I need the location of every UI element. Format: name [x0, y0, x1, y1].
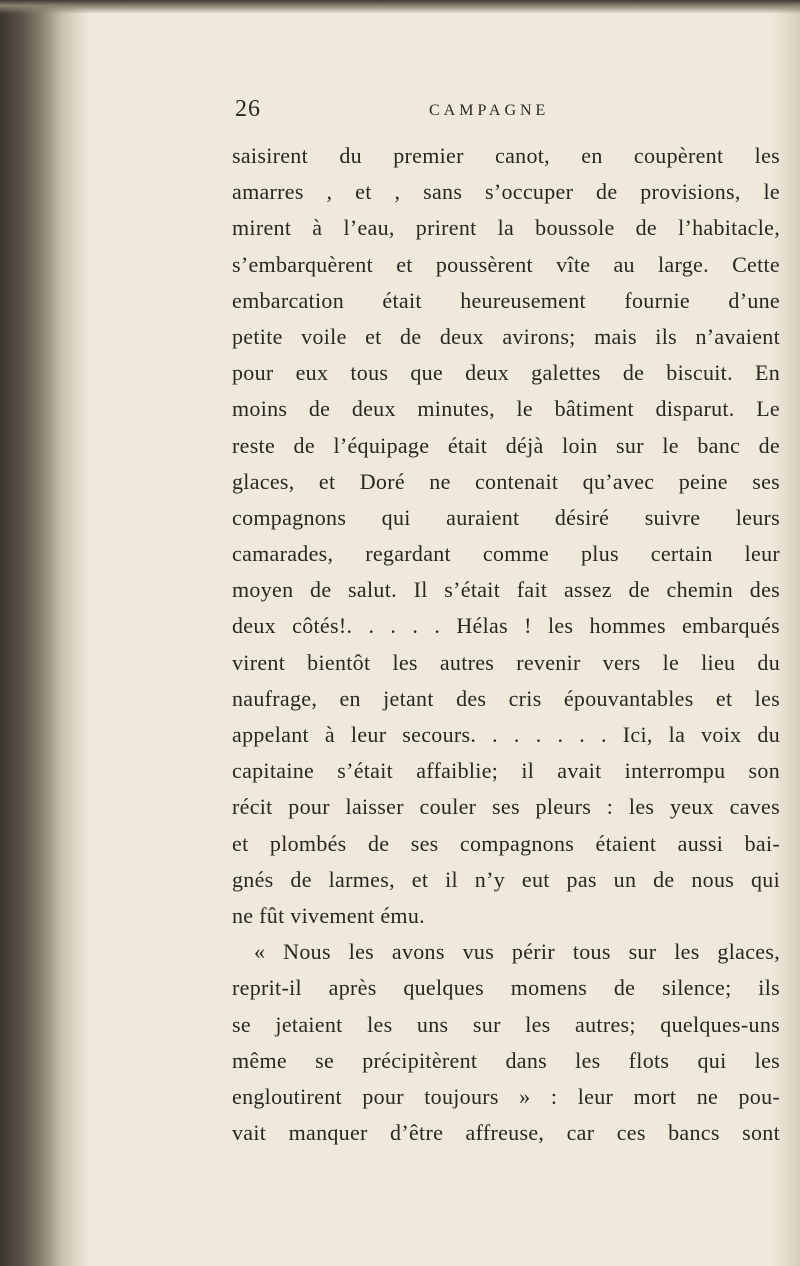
text-line: compagnons qui auraient désiré suivre leurs — [232, 504, 780, 530]
book-binding-shadow — [0, 0, 62, 1266]
text-line: appelant à leur secours. . . . . . . Ici, la voix du — [232, 722, 780, 747]
page-header — [235, 96, 795, 136]
text-line: camarades, regardant comme plus certain leur — [232, 541, 780, 567]
text-line: deux côtés!. . . . . Hélas ! les hommes embarqués — [232, 613, 780, 639]
text-line: s’embarquèrent et poussèrent vîte au large. Cette — [232, 251, 780, 277]
text-line: même se précipitèrent dans les flots qui les — [232, 1047, 780, 1073]
text-line: petite voile et de deux avirons; mais ils n’avaient — [232, 323, 780, 349]
text-line: mirent à l’eau, prirent la boussole de l’habitacle, — [232, 215, 780, 241]
text-line: glaces, et Doré ne contenait qu’avec peine ses — [232, 468, 780, 494]
body-text — [232, 138, 780, 1151]
text-line: pour eux tous que deux galettes de biscuit. En — [232, 360, 780, 386]
text-line: reste de l’équipage était déjà loin sur le banc de — [232, 432, 780, 458]
text-line: naufrage, en jetant des cris épouvantables et les — [232, 685, 780, 711]
text-line: virent bientôt les autres revenir vers le lieu du — [232, 649, 780, 675]
text-line: moyen de salut. Il s’était fait assez de chemin des — [232, 577, 780, 603]
text-line: vait manquer d’être affreuse, car ces bancs sont — [232, 1120, 780, 1146]
text-line: se jetaient les uns sur les autres; quelques-uns — [232, 1011, 780, 1037]
text-line: ne fût vivement ému. — [232, 902, 425, 928]
text-line: reprit-il après quelques momens de silence; ils — [232, 975, 780, 1001]
text-line: récit pour laisser couler ses pleurs : les yeux caves — [232, 794, 780, 820]
text-line: moins de deux minutes, le bâtiment disparut. Le — [232, 396, 780, 422]
text-line: et plombés de ses compagnons étaient aussi bai- — [232, 830, 780, 856]
text-line: « Nous les avons vus périr tous sur les glaces, — [254, 939, 780, 965]
text-line: amarres , et , sans s’occuper de provisions, le — [232, 179, 780, 205]
text-line: capitaine s’était affaiblie; il avait interrompu son — [232, 758, 780, 784]
text-line: saisirent du premier canot, en coupèrent les — [232, 143, 780, 168]
gutter-shadow — [62, 0, 90, 1266]
text-line: embarcation était heureusement fournie d’une — [232, 287, 780, 313]
text-line: gnés de larmes, et il n’y eut pas un de nous qui — [232, 866, 780, 892]
page-number: 26 — [235, 96, 261, 122]
text-line: engloutirent pour toujours » : leur mort ne pou- — [232, 1083, 780, 1109]
running-head: CAMPAGNE — [429, 102, 550, 119]
top-edge-shadow — [0, 0, 800, 14]
